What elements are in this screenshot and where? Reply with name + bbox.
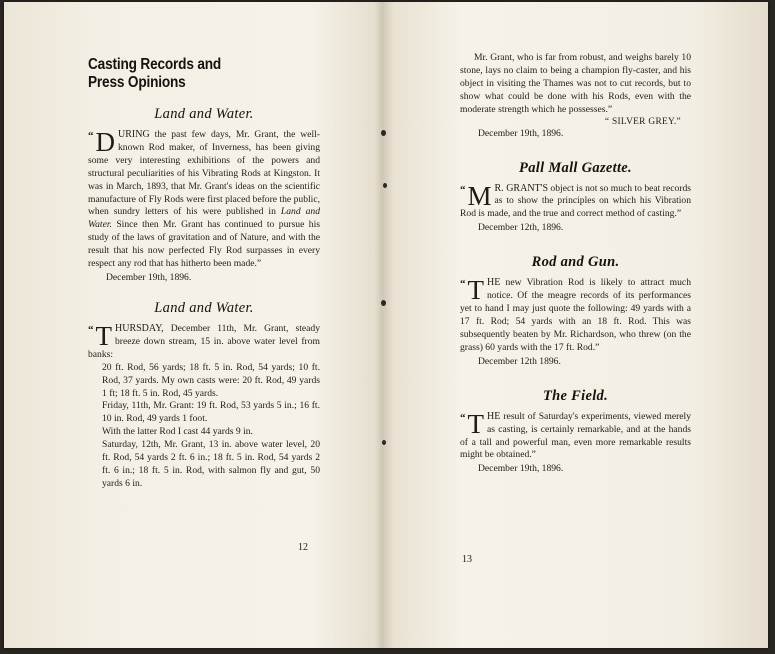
article-date: December 19th, 1896. xyxy=(478,127,564,139)
casting-records-paragraph: Saturday, 12th, Mr. Grant, 13 in. above water level, 20 ft. Rod, 54 yards 2 ft. 6 in.; 18 ft. 5 in. Rod, 54 yards 2 ft. 6 in.; 18 ft. 5 in. Rod, with salmon fly and gut, 50 yards 6 in. xyxy=(102,439,320,489)
section-title-line-2: Press Opinions xyxy=(88,74,186,91)
article-heading-pall-mall-gazette: Pall Mall Gazette. xyxy=(519,159,632,176)
article-body-rod-and-gun xyxy=(460,277,691,354)
article-body-land-and-water-1 xyxy=(88,129,320,271)
body-line-1: December 11th, Mr. Grant, xyxy=(163,322,289,334)
body-line-1: result of Saturday's experiments, xyxy=(500,410,631,422)
article-date: December 19th, 1896. xyxy=(106,271,192,283)
right-page xyxy=(386,2,768,648)
drop-cap: T xyxy=(467,275,484,306)
first-word: HE xyxy=(487,277,501,289)
article-heading-land-and-water-2: Land and Water. xyxy=(154,299,254,316)
section-title-line-1: Casting Records and xyxy=(88,56,222,73)
article-heading-rod-and-gun: Rod and Gun. xyxy=(531,254,620,271)
body-text: the well-known Rod maker, of Inverness, has been giving some very interesting exhibitions of the powers and structural peculiarities of his Vibrating Rods at Kingston. It was in March, 1893, that Mr. Grant's ideas on the scientific manufacture of Fly Rods were first placed before the public, when sundry letters of his were published in xyxy=(88,129,320,218)
page-number: 12 xyxy=(298,542,308,553)
first-word: HE xyxy=(487,410,501,422)
binding-staple-mark xyxy=(383,183,387,188)
body-line-1: the past few days, Mr. Grant, xyxy=(149,129,279,140)
italic-reference: Land and Water. xyxy=(88,206,320,231)
drop-cap: D xyxy=(95,127,115,157)
section-title xyxy=(88,56,292,92)
body-text: beat records as to show the principles on which his Vibration Rod is made, and the true and correct method of casting.” xyxy=(460,182,691,220)
right-page-content xyxy=(460,52,691,474)
article-body-land-and-water-2 xyxy=(88,320,320,362)
signature: “ SILVER GREY.” xyxy=(604,116,681,127)
casting-records-paragraph: With the latter Rod I cast 44 yards 9 in. xyxy=(102,426,253,438)
first-word: HURSDAY, xyxy=(115,322,164,334)
page-number: 13 xyxy=(462,554,472,565)
article-heading-the-field: The Field. xyxy=(542,387,609,404)
binding-staple-mark xyxy=(381,130,386,136)
binding-staple-mark xyxy=(381,300,386,306)
article-date: December 12th, 1896. xyxy=(478,222,564,234)
body-text: attract much notice. Of the meagre records of its performances yet to hand I may just quote the following: 49 yards with a 17 ft. Rod; 54 yards with an 18 ft. Rod. This was subsequently beaten by Mr. Richardson, who threw (on the grass) 60 yards with the 17 ft. Rod.” xyxy=(460,277,691,353)
left-page xyxy=(4,2,382,648)
quote-mark: “ xyxy=(460,183,466,196)
body-line-1: object is not so much to xyxy=(548,182,642,194)
article-body-pall-mall-gazette xyxy=(460,180,691,222)
article-date: December 12th 1896. xyxy=(478,355,561,367)
casting-records-paragraph: Friday, 11th, Mr. Grant: 19 ft. Rod, 53 yards 5 in.; 16 ft. 10 in. Rod, 49 yards 1 foot. xyxy=(102,400,320,425)
quote-mark: “ xyxy=(460,411,466,424)
left-page-content xyxy=(88,56,320,491)
quote-mark: “ xyxy=(88,323,94,336)
casting-records-paragraph: 20 ft. Rod, 56 yards; 18 ft. 5 in. Rod, 54 yards; 10 ft. Rod, 37 yards. My own casts were: 20 ft. Rod, 49 yards 1 ft; 18 ft. 5 in. Rod, 45 yards. xyxy=(102,361,320,399)
drop-cap: T xyxy=(467,408,484,439)
first-word: URING xyxy=(118,129,150,140)
first-word: R. GRANT'S xyxy=(494,182,549,194)
quote-mark: “ xyxy=(88,130,94,142)
body-text-end: Since then Mr. Grant has continued to pursue his study of the laws of gravitation and of Nature, and with the result that his now perfected Fly Rod surpasses in every respect any rod that has hitherto been made.” xyxy=(88,219,320,270)
body-line-1: new Vibration Rod is likely to xyxy=(500,277,636,289)
drop-cap: T xyxy=(95,320,112,351)
book-spread xyxy=(4,2,768,648)
article-heading-land-and-water-1: Land and Water. xyxy=(154,106,254,122)
continued-paragraph: Mr. Grant, who is far from robust, and weighs barely 10 stone, lays no claim to being a champion fly-caster, and his object in visiting the Thames was not to cut records, but to show what could be done with his Rods, even with the moderate strength which he possesses.” xyxy=(460,52,691,115)
quote-mark: “ xyxy=(460,278,466,291)
body-line-2: steady breeze down stream, 15 in. above water level from banks: xyxy=(88,322,320,360)
drop-cap: M xyxy=(467,180,492,211)
binding-staple-mark xyxy=(382,440,386,445)
article-body-the-field xyxy=(460,408,691,463)
article-date: December 19th, 1896. xyxy=(478,463,564,475)
body-text: viewed merely as casting, is certainly remarkable, and at the hands of a tall and powerful man, even more remarkable results might be obtained.” xyxy=(460,410,691,461)
